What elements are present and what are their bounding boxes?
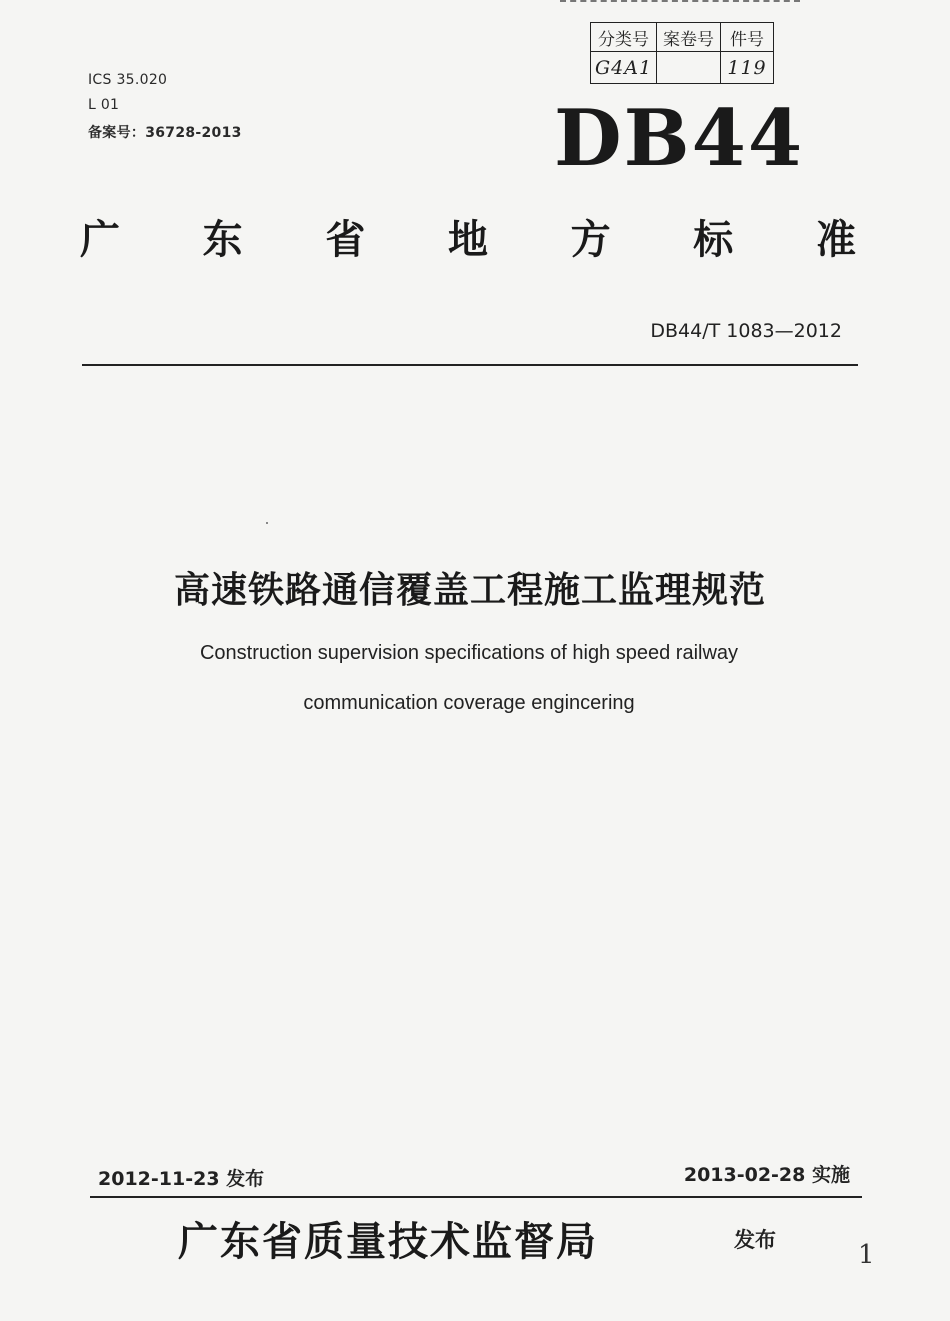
province-standard-title [80,218,856,262]
stamp-value-item: 119 [727,56,767,79]
stamp-value-category: G4A1 [591,52,657,83]
standard-number: DB44/T 1083—2012 [650,320,842,342]
document-title-english-line2: communication coverage engincering [303,692,635,714]
stamp-header-category: 分类号 [591,23,657,52]
document-title-chinese: 高速铁路通信覆盖工程施工监理规范 [173,570,766,611]
document-title-english-line1: Construction supervision specifications of high speed railway [199,642,739,664]
province-title-char: 地 [447,217,488,263]
province-title-char: 标 [693,217,734,263]
scan-speck [266,522,268,524]
archive-stamp [590,22,774,84]
brand-logo-db44: DB44 [554,93,805,184]
stamp-header-item: 件号 [721,23,773,52]
province-title-char: 省 [325,217,366,263]
province-title-char: 准 [815,217,856,263]
issue-date: 2012-11-23 发布 [98,1168,265,1190]
stamp-header-file: 案卷号 [657,23,721,52]
issuing-authority: 广东省质量技术监督局 [178,1218,598,1265]
scan-edge-mark [560,0,800,2]
page-number: 1 [858,1240,875,1270]
bottom-divider [90,1196,862,1198]
province-title-char: 方 [570,217,611,263]
implement-date: 2013-02-28 实施 [683,1164,850,1186]
ics-code: ICS 35.020 [88,72,168,88]
issue-label: 发布 [734,1228,776,1252]
top-divider [82,364,858,366]
province-title-char: 广 [80,217,120,263]
stamp-value-file [657,52,721,83]
classification-code: L 01 [88,97,120,113]
record-number: 备案号：36728-2013 [88,125,242,141]
province-title-char: 东 [202,217,243,263]
